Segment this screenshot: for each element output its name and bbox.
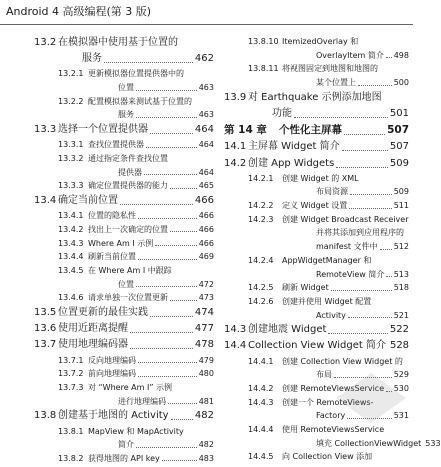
toc-entry-title: 获得地图的 API key [88, 453, 160, 463]
dot-leader [170, 187, 197, 189]
toc-entry[interactable] [224, 50, 409, 62]
watermark-icon [331, 363, 411, 433]
dot-leader [162, 459, 197, 461]
dot-leader [380, 248, 392, 250]
dot-leader [294, 116, 388, 118]
toc-entry[interactable] [34, 265, 214, 277]
toc-entry-title: 创建基于地图的 Activity [58, 410, 169, 422]
dot-leader [358, 84, 392, 86]
toc-entry-number: 13.4 [34, 195, 57, 207]
toc-entry[interactable] [34, 82, 214, 94]
toc-entry[interactable] [34, 368, 214, 380]
dot-leader [136, 116, 197, 118]
toc-entry-number: 13.5 [34, 307, 57, 319]
toc-entry-title: RemoteView 简介 [316, 269, 385, 279]
toc-entry-number: 13.8 [34, 410, 57, 422]
toc-entry-number: 14.2.6 [248, 296, 274, 306]
toc-entry-page: 465 [198, 181, 214, 191]
toc-entry-title: 创建 Widget Broadcast Receiver [282, 214, 409, 224]
toc-entry-title: 服务 [82, 53, 102, 65]
toc-entry-number: 14.4.2 [248, 384, 274, 393]
toc-entry-number: 13.3.1 [58, 140, 84, 150]
dot-leader [104, 61, 193, 63]
dot-leader [144, 173, 197, 175]
toc-entry[interactable] [224, 77, 409, 89]
toc-entry-title: 提供器 [118, 167, 142, 177]
toc-entry-title: 前向地理编码 [88, 369, 136, 379]
toc-entry-title: ItemizedOverlay 和 [282, 37, 359, 46]
toc-entry[interactable] [34, 238, 214, 250]
toc-entry-title: 确定位置提供器的能力 [88, 181, 168, 191]
toc-entry[interactable] [224, 91, 409, 105]
toc-entry-page: 530 [393, 384, 409, 393]
toc-entry[interactable] [34, 96, 214, 108]
toc-entry-page: 473 [198, 293, 214, 303]
toc-entry[interactable] [224, 63, 409, 75]
toc-entry-title: 简介 [118, 440, 134, 450]
toc-entry-title: 使用地理编码器 [58, 339, 128, 351]
toc-entry-page: 511 [393, 201, 409, 211]
toc-entry-title: 布局 [316, 370, 332, 380]
toc-entry-page: 518 [393, 283, 409, 293]
toc-entry[interactable] [224, 296, 409, 308]
toc-entry-number: 14.4.1 [248, 356, 274, 366]
toc-entry-title: 通过指定条件查找位置 [88, 154, 168, 163]
toc-entry-number: 13.6 [34, 323, 57, 335]
toc-entry[interactable] [34, 279, 214, 291]
toc-entry-number: 13.8.2 [58, 453, 84, 463]
toc-entry-title: 配置模拟器来测试基于位置的 [88, 96, 192, 106]
toc-entry-title: 选择一个位置提供器 [58, 124, 148, 136]
toc-entry[interactable] [34, 306, 214, 320]
dot-leader [136, 446, 197, 448]
toc-entry[interactable] [224, 214, 409, 226]
toc-entry-number: 14.2.2 [248, 201, 274, 211]
toc-entry-title: 位置 [118, 279, 134, 289]
toc-entry[interactable] [224, 438, 441, 450]
toc-entry-page: 466 [194, 195, 214, 207]
toc-entry[interactable] [34, 426, 214, 438]
toc-entry-number: 14.2.1 [248, 173, 274, 183]
toc-entry-number: 13.4.2 [58, 224, 84, 234]
toc-entry[interactable] [224, 227, 409, 239]
toc-entry-page: 474 [194, 307, 214, 319]
toc-entry-page: 498 [393, 50, 409, 60]
toc-entry-number: 13.7 [34, 339, 57, 351]
toc-entry[interactable] [34, 396, 214, 408]
toc-entry[interactable] [34, 153, 214, 165]
toc-entry[interactable] [224, 339, 409, 353]
toc-entry-number: 14.4.3 [248, 397, 274, 407]
toc-entry-page: 477 [194, 323, 214, 335]
toc-entry-number: 14.4 [224, 340, 247, 352]
toc-entry-page: 463 [198, 110, 214, 120]
dot-leader [146, 146, 197, 148]
toc-entry-title: 使用 RemoteViewsService [282, 425, 385, 435]
toc-entry-page: 513 [393, 269, 409, 279]
dot-leader [120, 203, 193, 205]
toc-entry-page: 483 [198, 453, 214, 463]
toc-entry-number: 13.4.5 [58, 266, 84, 275]
dot-leader [136, 89, 197, 91]
toc-entry-page: 479 [198, 355, 214, 365]
toc-entry-title: OverlayItem 简介 [316, 50, 384, 60]
toc-entry-title: Collection View Widget 简介 [248, 340, 386, 352]
toc-entry-number: 14.1 [224, 141, 247, 153]
toc-entry[interactable] [224, 173, 409, 185]
toc-entry-title: 并将其添加到应用程序的 [316, 228, 404, 238]
toc-entry[interactable] [34, 439, 214, 451]
toc-entry-title: 向 Collection View 添加 [282, 452, 373, 462]
toc-entry[interactable] [34, 409, 214, 423]
toc-entry-title: Activity [316, 310, 346, 320]
toc-entry[interactable] [34, 167, 214, 179]
dot-leader [130, 331, 193, 333]
toc-entry[interactable] [224, 186, 409, 198]
toc-entry[interactable] [34, 322, 214, 336]
toc-entry-title: manifest 文件中 [316, 242, 378, 252]
dot-leader [150, 132, 193, 134]
toc-entry-page: 480 [198, 369, 214, 379]
toc-entry[interactable] [224, 323, 409, 337]
toc-entry-title: 创建一个 RemoteViews- [282, 397, 374, 407]
toc-entry[interactable] [34, 109, 214, 121]
toc-entry-page: 469 [198, 252, 214, 262]
toc-entry-number: 13.7.1 [58, 355, 84, 365]
dot-leader [386, 56, 392, 58]
toc-entry-page: 462 [194, 53, 214, 65]
toc-entry-title: 填充 CollectionViewWidget [316, 438, 422, 448]
toc-entry-number: 13.4.6 [58, 293, 84, 303]
toc-entry-page: 528 [389, 340, 410, 352]
toc-entry-title: 位置更新的最佳实践 [58, 307, 148, 319]
toc-entry-page: 464 [198, 140, 214, 150]
dot-leader [170, 230, 197, 232]
toc-entry-page: 481 [198, 396, 214, 406]
dot-leader [136, 285, 197, 287]
toc-entry-page: 529 [393, 370, 409, 380]
toc-entry-number: 14.2.3 [248, 214, 274, 224]
toc-entry-page: 512 [393, 242, 409, 252]
toc-entry-title: 服务 [118, 110, 134, 120]
dot-leader [349, 207, 391, 209]
dot-leader [150, 315, 193, 317]
dot-leader [171, 418, 193, 420]
toc-entry-title: 对 “Where Am I” 示例 [88, 383, 173, 392]
toc-entry[interactable] [224, 255, 409, 267]
toc-entry[interactable] [34, 194, 214, 208]
toc-entry-page: 507 [389, 141, 409, 153]
toc-entry[interactable] [224, 310, 409, 322]
toc-entry-page: 531 [393, 411, 409, 421]
dot-leader [138, 375, 197, 377]
toc-entry-title: 创建 RemoteViewsService [282, 384, 385, 393]
toc-entry-page: 482 [194, 410, 214, 422]
toc-entry-page: 482 [198, 440, 214, 450]
page-header [0, 0, 413, 25]
toc-entry[interactable] [224, 200, 409, 212]
toc-entry[interactable] [34, 180, 214, 192]
toc-entry-page: 509 [393, 187, 409, 197]
toc-entry-title: 刷新 Widget [282, 283, 329, 293]
toc-entry[interactable] [34, 382, 214, 394]
toc-entry-page: 500 [393, 78, 409, 88]
toc-entry[interactable] [224, 107, 409, 121]
toc-entry[interactable] [34, 68, 214, 80]
toc-entry-number: 14.4.5 [248, 452, 274, 462]
toc-entry-number: 13.4.3 [58, 238, 84, 248]
toc-entry-page: 521 [393, 310, 409, 320]
toc-entry-number: 14.2 [224, 157, 247, 169]
toc-entry-title: AppWidgetManager 和 [282, 255, 372, 265]
toc-entry-number: 13.3.3 [58, 181, 84, 191]
toc-entry-title: 创建 App Widgets [248, 157, 335, 169]
toc-entry-page: 501 [389, 107, 409, 119]
dot-leader [350, 193, 392, 195]
dot-leader [155, 244, 197, 246]
toc-entry-title: 刷新当前位置 [88, 252, 136, 262]
toc-entry-title: 进行地理编码 [118, 396, 166, 406]
toc-entry-number: 13.2 [34, 37, 57, 48]
toc-entry-page: 464 [198, 167, 214, 177]
toc-entry-number: 13.4.4 [58, 252, 84, 262]
toc-entry-page: 509 [389, 157, 409, 169]
toc-entry[interactable] [34, 224, 214, 236]
toc-entry-title: 功能 [272, 107, 292, 119]
toc-entry-number: 14.4.4 [248, 425, 274, 435]
toc-entry-title: 在 Where Am I 中跟踪 [88, 266, 172, 275]
dot-leader [344, 133, 385, 135]
toc-entry-page: 463 [198, 83, 214, 93]
dot-leader [138, 258, 197, 260]
toc-entry-page: 464 [194, 124, 214, 136]
toc-entry-number: 13.7.3 [58, 383, 84, 392]
dot-leader [336, 166, 388, 168]
toc-entry-title: Factory [316, 411, 346, 421]
toc-entry-title: 创建 Collection View Widget 的 [282, 356, 403, 366]
toc-entry-title: 确定当前位置 [58, 195, 118, 207]
toc-entry-page: 478 [194, 339, 214, 351]
dot-leader [138, 217, 197, 219]
toc-entry-page: 466 [198, 224, 214, 234]
toc-entry-title: 创建地震 Widget [248, 324, 327, 336]
toc-entry-page: 522 [389, 324, 409, 336]
toc-entry[interactable] [224, 451, 409, 463]
toc-entry-page: 472 [198, 279, 214, 289]
toc-entry[interactable] [34, 355, 214, 367]
toc-left-column [34, 36, 214, 467]
toc-entry-title: 将视图固定到地图和地图的 [282, 64, 378, 74]
book-title: Android 4 高级编程(第 3 版) [6, 5, 152, 18]
toc-entry[interactable] [224, 123, 409, 138]
toc-entry[interactable] [34, 123, 214, 137]
toc-entry-number: 13.9 [224, 91, 247, 103]
toc-entry-number: 13.3 [34, 124, 57, 136]
toc-entry-title: 查找位置提供器 [88, 140, 144, 150]
dot-leader [328, 332, 388, 334]
toc-entry-title: MapView 和 MapActivity [88, 426, 184, 436]
dot-leader [386, 275, 391, 277]
toc-entry-title: 找出上一次确定的位置 [88, 224, 168, 234]
toc-entry-number: 13.8.1 [58, 426, 84, 436]
toc-entry-title: 创建并使用 Widget 配置 [282, 296, 372, 306]
toc-entry[interactable] [34, 52, 214, 66]
toc-entry-title: 在模拟器中使用基于位置的 [58, 37, 178, 48]
toc-entry-title: 个性化主屏幕 [279, 124, 342, 137]
toc-entry[interactable] [34, 453, 214, 465]
toc-entry[interactable] [224, 269, 409, 281]
toc-entry-title: 使用近距离提醒 [58, 323, 128, 335]
toc-entry[interactable] [34, 251, 214, 263]
toc-entry-title: 布局资源 [316, 187, 348, 197]
toc-entry[interactable] [34, 292, 214, 304]
toc-entry[interactable] [34, 210, 214, 222]
toc-entry-title: 对 Earthquake 示例添加地图 [248, 91, 382, 103]
toc-entry[interactable] [224, 157, 409, 171]
toc-entry-number: 14.2.4 [248, 255, 274, 265]
dot-leader [331, 289, 392, 291]
toc-entry-title: 请求单独一次位置更新 [88, 293, 168, 303]
toc-entry-number: 13.2.2 [58, 96, 84, 106]
toc-entry-page: 533 [425, 438, 441, 448]
toc-entry[interactable] [34, 338, 214, 352]
toc-entry-title: 位置 [118, 83, 134, 93]
toc-entry-number: 13.3.2 [58, 154, 84, 163]
toc-entry-title: 更新模拟器位置提供器中的 [88, 69, 184, 79]
toc-entry[interactable] [224, 140, 409, 154]
toc-entry[interactable] [34, 139, 214, 151]
dot-leader [170, 299, 197, 301]
toc-entry-title: 创建 Widget 的 XML [282, 173, 359, 183]
toc-entry-page: 507 [387, 124, 409, 137]
toc-entry-title: 定义 Widget 设置 [282, 201, 348, 211]
toc-entry[interactable] [224, 282, 409, 294]
toc-entry-page: 466 [198, 211, 214, 221]
toc-entry-title: 主屏幕 Widget 简介 [248, 141, 340, 153]
toc-entry-title: 反向地理编码 [88, 355, 136, 365]
toc-entry-number: 第 14 章 [224, 124, 267, 137]
toc-entry-number: 13.4.1 [58, 211, 84, 221]
toc-entry-title: 某个位置上 [316, 78, 356, 88]
dot-leader [130, 347, 193, 349]
toc-entry-page: 466 [198, 238, 214, 248]
toc-entry-number: 13.8.11 [248, 64, 279, 74]
toc-entry-number: 13.2.1 [58, 69, 84, 79]
dot-leader [342, 149, 388, 151]
toc-entry-number: 13.8.10 [248, 37, 279, 46]
toc-entry-number: 13.7.2 [58, 369, 84, 379]
dot-leader [138, 361, 197, 363]
dot-leader [168, 402, 197, 404]
toc-entry-title: Where Am I 示例 [88, 238, 154, 248]
toc-entry[interactable] [224, 36, 409, 48]
toc-entry-title: 位置的隐私性 [88, 211, 136, 221]
toc-entry[interactable] [224, 241, 409, 253]
dot-leader [348, 316, 392, 318]
toc-entry-number: 14.3 [224, 324, 247, 336]
toc-entry[interactable] [34, 36, 214, 50]
toc-entry-number: 14.2.5 [248, 283, 274, 293]
